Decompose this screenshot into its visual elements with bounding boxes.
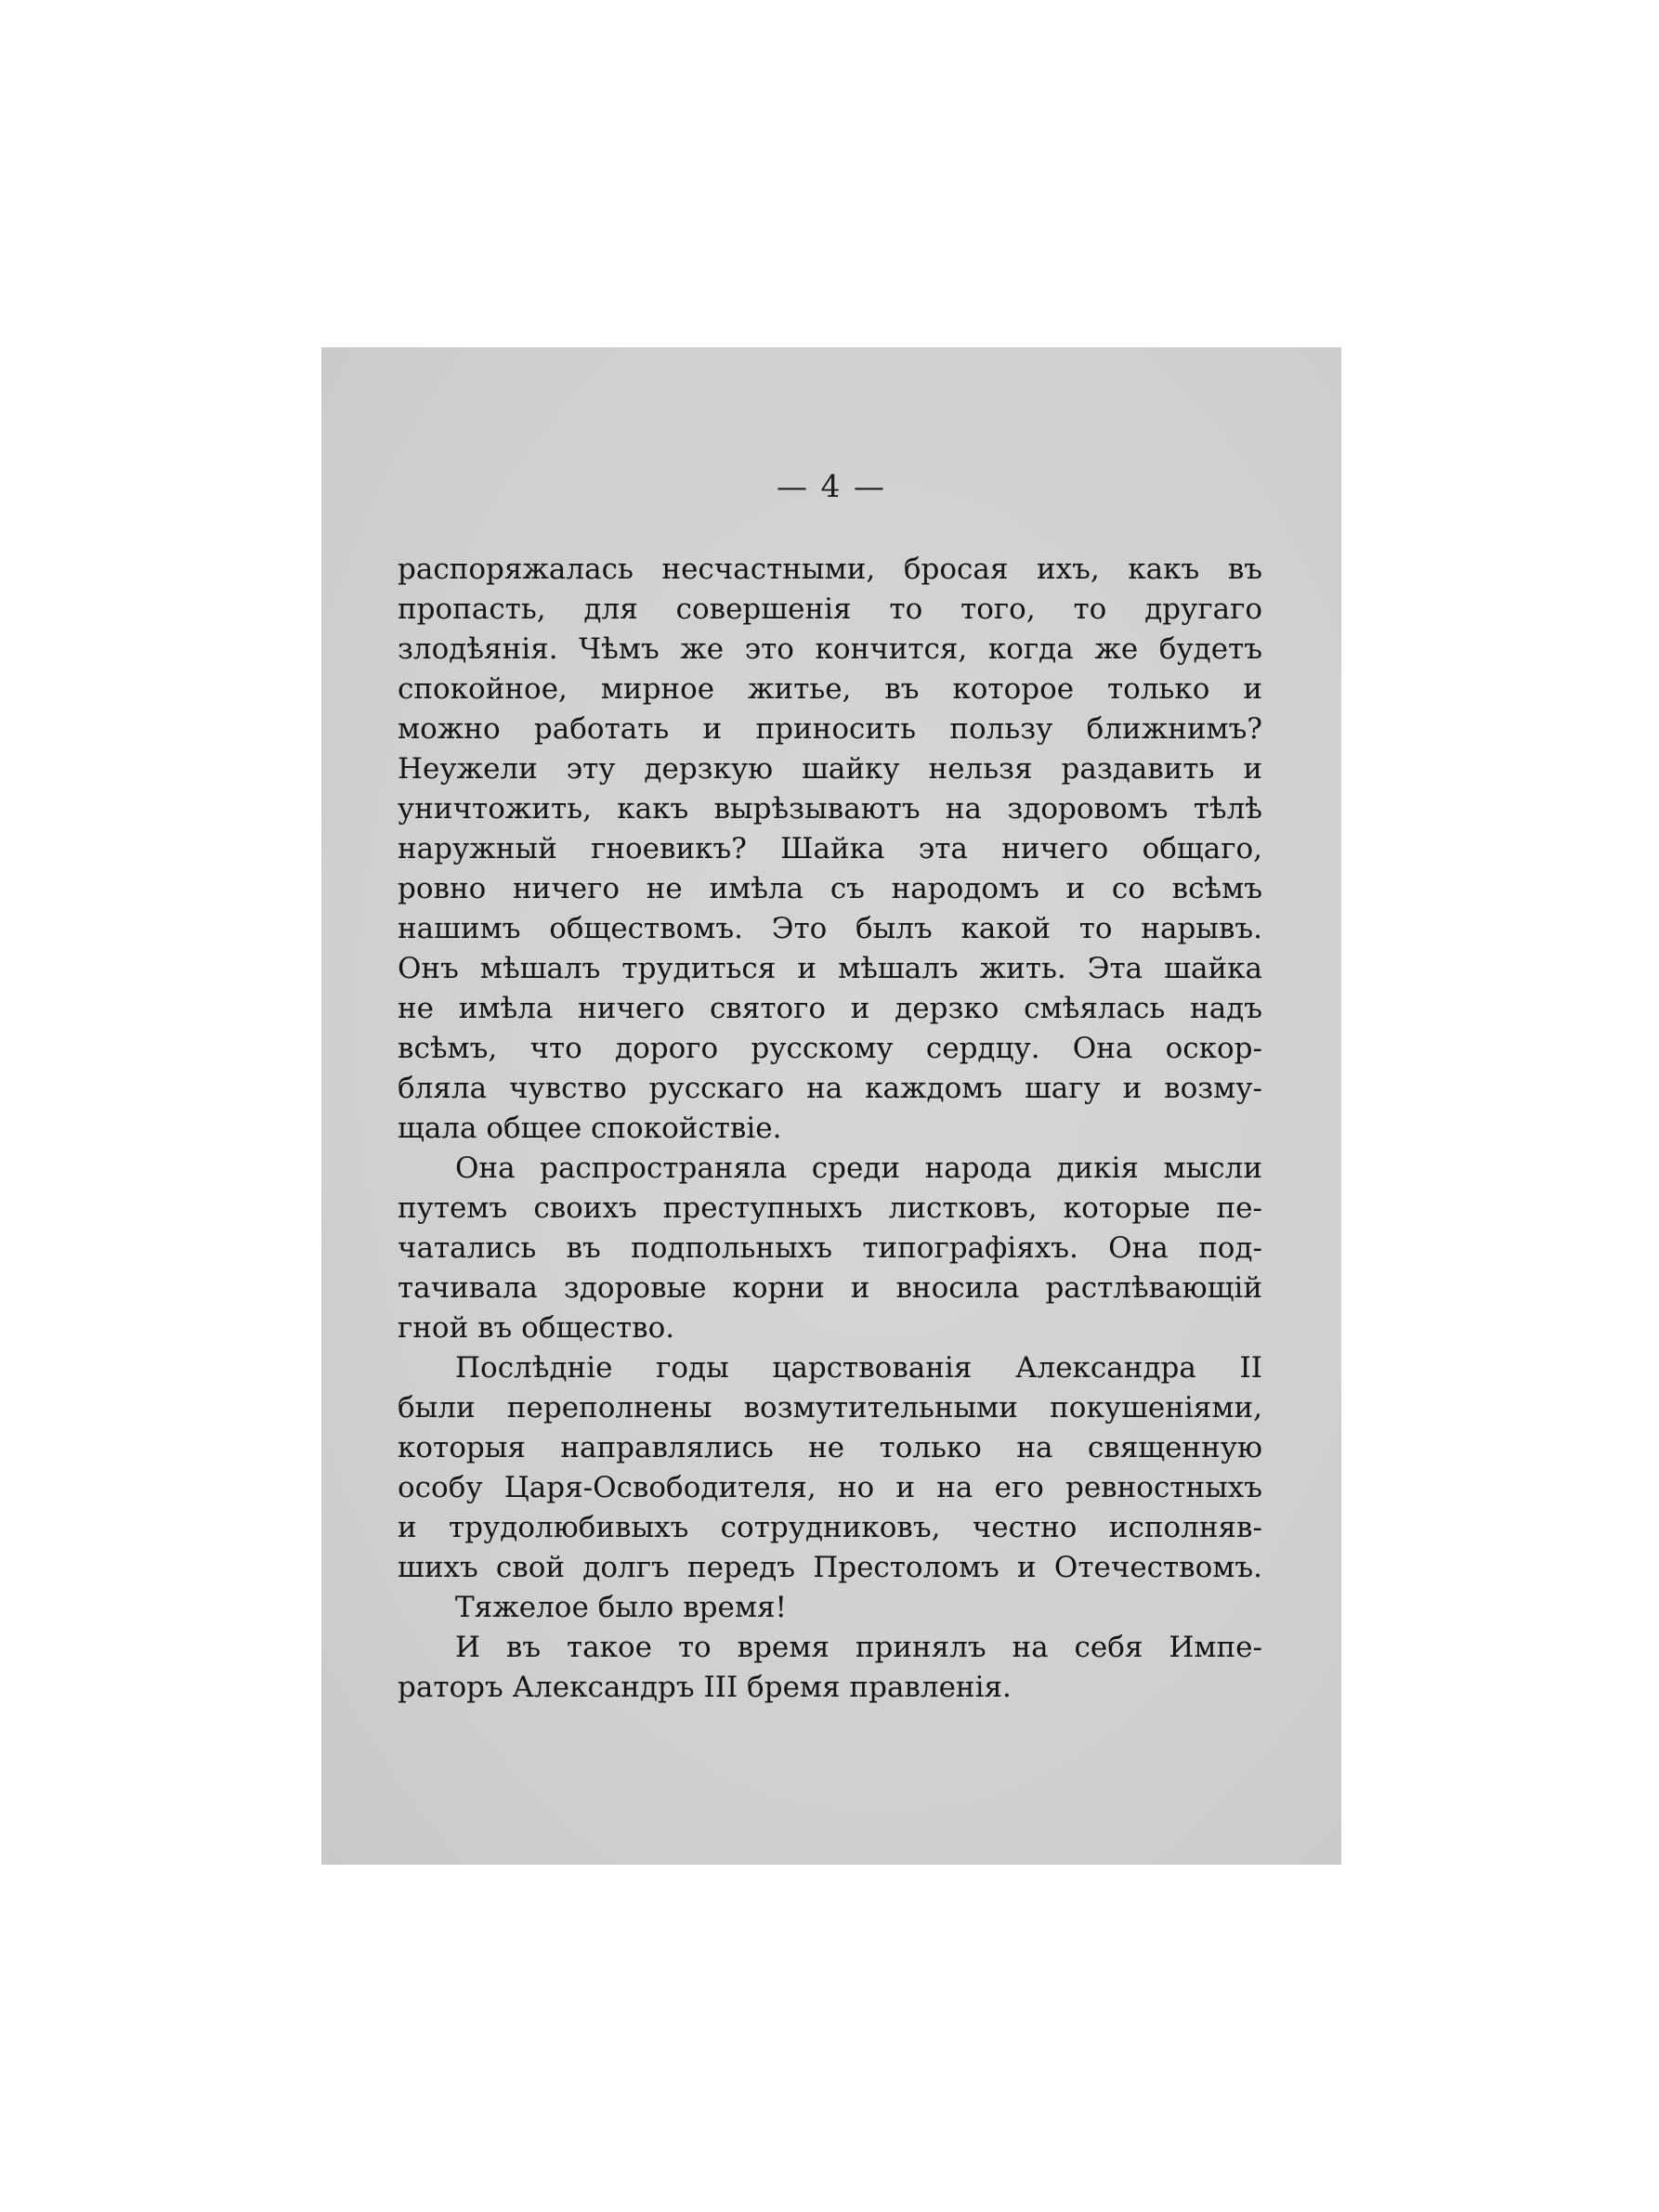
text-line: нашимъ обществомъ. Это былъ какой то нарывъ. [398, 912, 1262, 945]
text-line: шихъ свой долгъ передъ Престоломъ и Отечествомъ. [398, 1551, 1262, 1584]
text-line: ровно ничего не имѣла съ народомъ и со всѣмъ [398, 872, 1262, 905]
text-line: гной въ общество. [398, 1311, 675, 1345]
text-line: раторъ Александръ III бремя правленія. [398, 1671, 1012, 1704]
text-line: и трудолюбивыхъ сотрудниковъ, честно исполняв- [398, 1511, 1262, 1544]
text-line: Послѣдніе годы царствованія Александра II [455, 1351, 1262, 1385]
text-line: всѣмъ, что дорого русскому сердцу. Она оскор- [398, 1032, 1262, 1065]
text-line: Неужели эту дерзкую шайку нельзя раздавить и [398, 752, 1262, 786]
text-line: уничтожить, какъ вырѣзываютъ на здоровомъ тѣлѣ [398, 792, 1262, 826]
text-line: которыя направлялись не только на священную [398, 1431, 1262, 1464]
text-line: спокойное, мирное житье, въ которое только и [398, 672, 1262, 706]
text-line: пропасть, для совершенія то того, то другаго [398, 592, 1262, 626]
text-line: особу Царя-Освободителя, но и на его ревностныхъ [398, 1471, 1262, 1504]
text-line: можно работать и приносить пользу ближнимъ? [398, 712, 1262, 746]
text-line: Она распространяла среди народа дикія мысли [455, 1152, 1262, 1185]
text-line: распоряжалась несчастными, бросая ихъ, какъ въ [398, 553, 1262, 586]
text-line: злодѣянія. Чѣмъ же это кончится, когда же будетъ [398, 632, 1262, 666]
page-number: — 4 — [777, 468, 886, 504]
text-line: наружный гноевикъ? Шайка эта ничего общаго, [398, 832, 1262, 865]
text-line: И въ такое то время принялъ на себя Импе- [455, 1631, 1262, 1664]
text-line: чатались въ подпольныхъ типографіяхъ. Она под- [398, 1231, 1262, 1265]
text-line: не имѣла ничего святого и дерзко смѣялась надъ [398, 992, 1262, 1025]
text-line: щала общее спокойствіе. [398, 1112, 782, 1145]
text-line: Онъ мѣшалъ трудиться и мѣшалъ жить. Эта шайка [398, 952, 1262, 985]
text-line: Тяжелое было время! [455, 1591, 787, 1624]
text-line: бляла чувство русскаго на каждомъ шагу и возму- [398, 1072, 1262, 1105]
scanned-page [321, 347, 1341, 1865]
text-line: путемъ своихъ преступныхъ листковъ, которые пе- [398, 1191, 1262, 1225]
text-line: тачивала здоровые корни и вносила растлѣвающій [398, 1271, 1262, 1305]
text-line: были переполнены возмутительными покушеніями, [398, 1391, 1262, 1425]
body-text [398, 550, 1262, 1708]
